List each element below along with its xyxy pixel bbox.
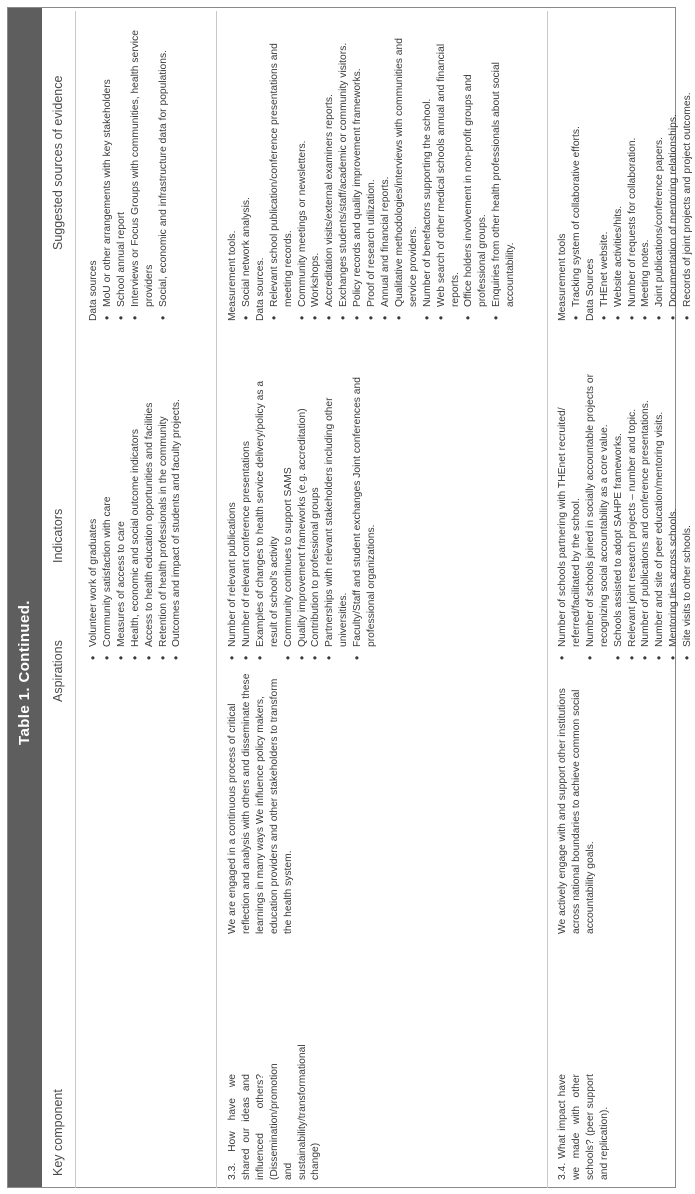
- row-divider: [216, 11, 217, 1188]
- row3-indicators: [556, 363, 695, 661]
- header-key-component: Key component: [51, 1089, 65, 1176]
- indicator-item: • Schools assisted to adopt SAHPE frameworks.: [612, 363, 626, 661]
- table-title: Table 1. Continued.: [16, 600, 33, 745]
- evidence-item: • Proof of research utilization.: [365, 16, 379, 321]
- evidence-item: • Exchanges students/staff/academic or community visitors.: [337, 16, 351, 321]
- evidence-item: • School annual report: [115, 16, 129, 321]
- indicator-item: • Number of schools partnering with THEnet recruited/ referred/facilitated by the school.: [556, 363, 584, 661]
- indicator-item: • Partnerships with relevant stakeholders including other universities.: [323, 363, 351, 661]
- header-aspirations: Aspirations: [51, 640, 65, 702]
- indicator-item: • Quality improvement frameworks (e.g. accreditation): [296, 363, 310, 661]
- title-container: [8, 8, 42, 1187]
- indicator-item: • Outcomes and impact of students and faculty projects.: [170, 363, 184, 661]
- evidence-group-label: Data sources: [88, 260, 99, 321]
- indicator-item: • Number of publications and conference presentations.: [639, 363, 653, 661]
- rotated-table: [43, 11, 694, 1188]
- evidence-list: [556, 16, 695, 321]
- header-evidence: Suggested sources of evidence: [51, 75, 65, 250]
- evidence-item: • Relevant school publication/conference presentations and meeting records.: [268, 16, 296, 321]
- indicator-item: • Relevant joint research projects – number and topic.: [626, 363, 640, 661]
- indicator-list: [87, 363, 184, 661]
- evidence-item: • Meeting notes.: [639, 16, 653, 321]
- row2-evidence: [226, 16, 518, 321]
- evidence-items: [268, 16, 518, 321]
- header-divider: [75, 11, 76, 1188]
- row2-key-component: 3.3. How have we shared our ideas and influenced others? (Dissemination/promotion and sustainability/transformational change): [227, 1044, 322, 1180]
- evidence-group-label: Measurement tools.: [227, 230, 238, 321]
- evidence-item: • Number of benefactors supporting the school.: [421, 16, 435, 321]
- evidence-item: • Records of joint projects and project outcomes.: [681, 16, 695, 321]
- evidence-item: • Office holders involvement in non-profit groups and professional groups.: [462, 16, 490, 321]
- evidence-item: • Workshops.: [309, 16, 323, 321]
- indicator-list: [226, 363, 379, 661]
- evidence-items: [101, 16, 171, 321]
- evidence-item: • Web search of other medical schools annual and financial reports.: [435, 16, 463, 321]
- evidence-item: • Social, economic and infrastructure data for populations.: [157, 16, 171, 321]
- evidence-item: • Enquiries from other health professionals about social accountability.: [490, 16, 518, 321]
- indicator-item: • Examples of changes to health service delivery/policy as a result of school's activity: [254, 363, 282, 661]
- evidence-item: • Policy records and quality improvement frameworks.: [351, 16, 365, 321]
- row1-evidence: [87, 16, 170, 321]
- evidence-item: • Qualitative methodologies/interviews with communities and service providers.: [393, 16, 421, 321]
- evidence-items: [240, 16, 254, 321]
- evidence-items: [598, 16, 695, 321]
- evidence-item: • Annual and financial reports.: [379, 16, 393, 321]
- indicator-item: • Community satisfaction with care: [101, 363, 115, 661]
- evidence-item: • Interviews or Focus Groups with communities, health service providers: [129, 16, 157, 321]
- evidence-item: • Website activities/hits.: [612, 16, 626, 321]
- evidence-item: • MoU or other arrangements with key stakeholders: [101, 16, 115, 321]
- evidence-item: • Number of requests for collaboration.: [626, 16, 640, 321]
- indicator-item: • Number of relevant conference presentations: [240, 363, 254, 661]
- row3-aspirations: We actively engage with and support other institutions across national boundaries to achieve common social accountability goals.: [557, 688, 596, 934]
- evidence-item: • THEnet website.: [598, 16, 612, 321]
- indicator-item: • Number of relevant publications: [226, 363, 240, 661]
- indicator-item: • Health, economic and social outcome indicators: [129, 363, 143, 661]
- evidence-list: [87, 16, 170, 321]
- evidence-item: • Documentation of mentoring relationships.: [667, 16, 681, 321]
- row2-aspirations: We are engaged in a continuous process of critical reflection and analysis with others and disseminate these learnings in many ways We influence policy makers, education providers and other stakeholders to transform the health system.: [227, 673, 294, 934]
- evidence-item: • Tracking system of collaborative efforts.: [570, 16, 584, 321]
- indicator-item: • Community continues to support SAMS: [282, 363, 296, 661]
- indicator-item: • Access to health education opportunities and facilities: [143, 363, 157, 661]
- indicator-item: • Retention of health professionals in the community: [157, 363, 171, 661]
- indicator-item: • Number and site of peer education/mentoring visits.: [653, 363, 667, 661]
- indicator-item: • Contribution to professional groups: [309, 363, 323, 661]
- row2-indicators: [226, 363, 379, 661]
- evidence-list: [226, 16, 518, 321]
- evidence-item: • Accreditation visits/external examiners reports.: [323, 16, 337, 321]
- indicator-item: • Site visits to other schools.: [681, 363, 695, 661]
- evidence-group-label: Data Sources: [584, 258, 596, 321]
- evidence-items: [570, 16, 584, 321]
- evidence-group-label: Data sources.: [254, 257, 266, 321]
- indicator-list: [556, 363, 695, 661]
- header-indicators: Indicators: [51, 508, 65, 563]
- indicator-item: • Volunteer work of graduates: [87, 363, 101, 661]
- row-divider: [547, 11, 548, 1188]
- evidence-item: • Joint publications/conference papers.: [653, 16, 667, 321]
- row1-indicators: [87, 363, 184, 661]
- indicator-item: • Number of schools joined in socially accountable projects or recognizing social accountability as a core value.: [584, 363, 612, 661]
- indicator-item: • Faculty/Staff and student exchanges Joint conferences and professional organizations.: [351, 363, 379, 661]
- row3-key-component: 3.4. What impact have we made with other schools? (peer support and replication).: [557, 1074, 610, 1180]
- evidence-item: • Social network analysis.: [240, 16, 254, 321]
- row3-evidence: [556, 16, 695, 321]
- indicator-item: • Mentoring ties across schools.: [667, 363, 681, 661]
- evidence-item: • Community meetings or newsletters.: [296, 16, 310, 321]
- indicator-item: • Measures of access to care: [115, 363, 129, 661]
- evidence-group-label: Measurement tools: [557, 233, 568, 321]
